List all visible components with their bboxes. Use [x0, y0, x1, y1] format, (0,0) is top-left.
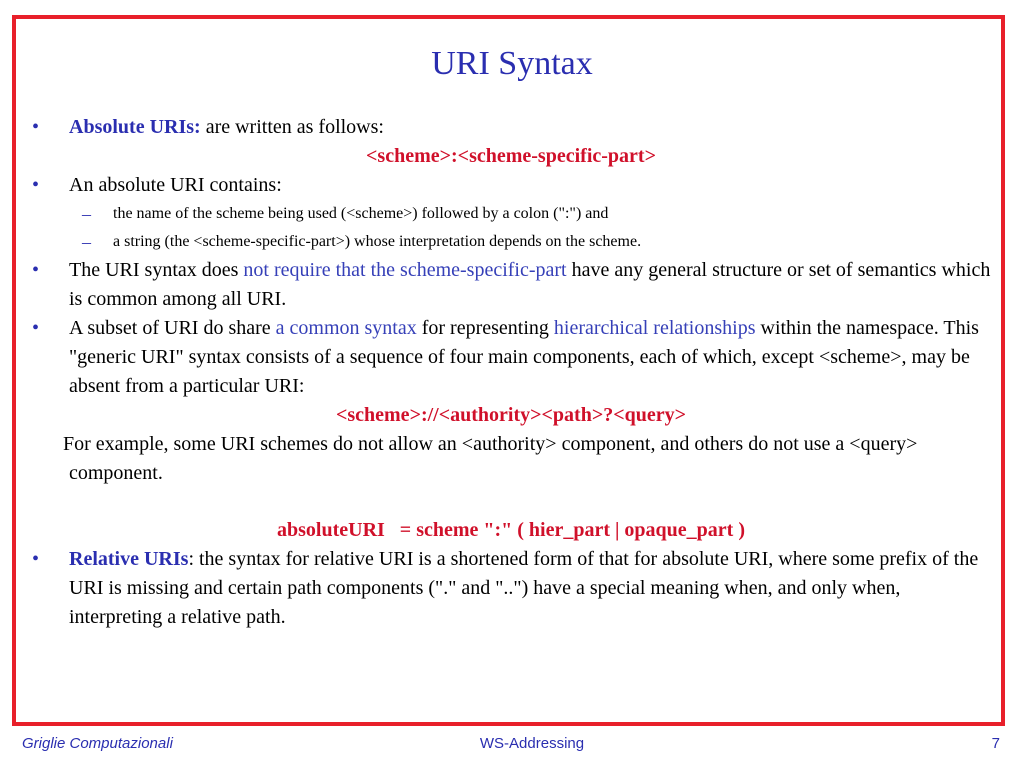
- bullet-icon: •: [32, 317, 40, 339]
- bullet-icon: •: [32, 548, 40, 570]
- bullet-generic-uri: [30, 314, 992, 401]
- slide-footer: [0, 735, 1024, 755]
- relative-uris-text: : the syntax for relative URI is a shortened form of that for absolute URI, where some prefix of the URI is missing and certain path components ("." and "..") have a special meaning when, and only when, interpreting a relative path.: [69, 548, 979, 628]
- generic-uri-pre: A subset of URI do share: [69, 317, 276, 339]
- bullet-icon: •: [32, 174, 40, 196]
- hierarchical-relationships-highlight: hierarchical relationships: [553, 317, 756, 339]
- bullet-icon: •: [32, 116, 40, 138]
- sub-bullet-scheme-name-text: the name of the scheme being used (<scheme>) followed by a colon (":") and: [113, 205, 609, 222]
- bullet-absolute-uris: [30, 113, 992, 142]
- absolute-uris-text: are written as follows:: [200, 116, 384, 138]
- slide-title: URI Syntax: [431, 45, 593, 82]
- example-paragraph: For example, some URI schemes do not allow an <authority> component, and others do not use a <query> component.: [63, 433, 918, 484]
- uri-syntax-highlight: not require that the scheme-specific-part: [243, 259, 567, 281]
- footer-page-number: 7: [991, 735, 1000, 752]
- spacer: [30, 488, 992, 516]
- slide-content: [30, 113, 992, 632]
- bullet-uri-syntax-structure: [30, 256, 992, 314]
- bullet-icon: •: [32, 259, 40, 281]
- absolute-uris-label: Absolute URIs:: [69, 116, 201, 138]
- dash-icon: –: [82, 232, 91, 252]
- uri-syntax-post: have any general structure or set of semantics which is common among all URI.: [69, 259, 991, 310]
- generic-uri-mid: for representing: [416, 317, 554, 339]
- absolute-uri-contains-text: An absolute URI contains:: [69, 174, 282, 196]
- uri-syntax-pre: The URI syntax does: [69, 259, 244, 281]
- footer-course-name: Griglie Computazionali: [22, 735, 173, 752]
- sub-bullet-scheme-name: [30, 200, 992, 228]
- scheme-formula: <scheme>:<scheme-specific-part>: [366, 145, 656, 167]
- bullet-absolute-uri-contains: [30, 171, 992, 200]
- sub-bullet-scheme-specific-part: [30, 228, 992, 256]
- relative-uris-label: Relative URIs: [69, 548, 189, 570]
- generic-uri-post: within the namespace. This "generic URI" syntax consists of a sequence of four main components, each of which, except <scheme>, may be absent from a particular URI:: [69, 317, 979, 397]
- sub-bullet-scheme-specific-part-text: a string (the <scheme-specific-part>) whose interpretation depends on the scheme.: [113, 233, 642, 250]
- absolute-uri-grammar: absoluteURI = scheme ":" ( hier_part | opaque_part ): [277, 519, 745, 541]
- dash-icon: –: [82, 204, 91, 224]
- bullet-relative-uris: [30, 545, 992, 632]
- common-syntax-highlight: a common syntax: [275, 317, 417, 339]
- footer-topic: WS-Addressing: [479, 735, 585, 752]
- generic-uri-formula: <scheme>://<authority><path>?<query>: [335, 404, 687, 426]
